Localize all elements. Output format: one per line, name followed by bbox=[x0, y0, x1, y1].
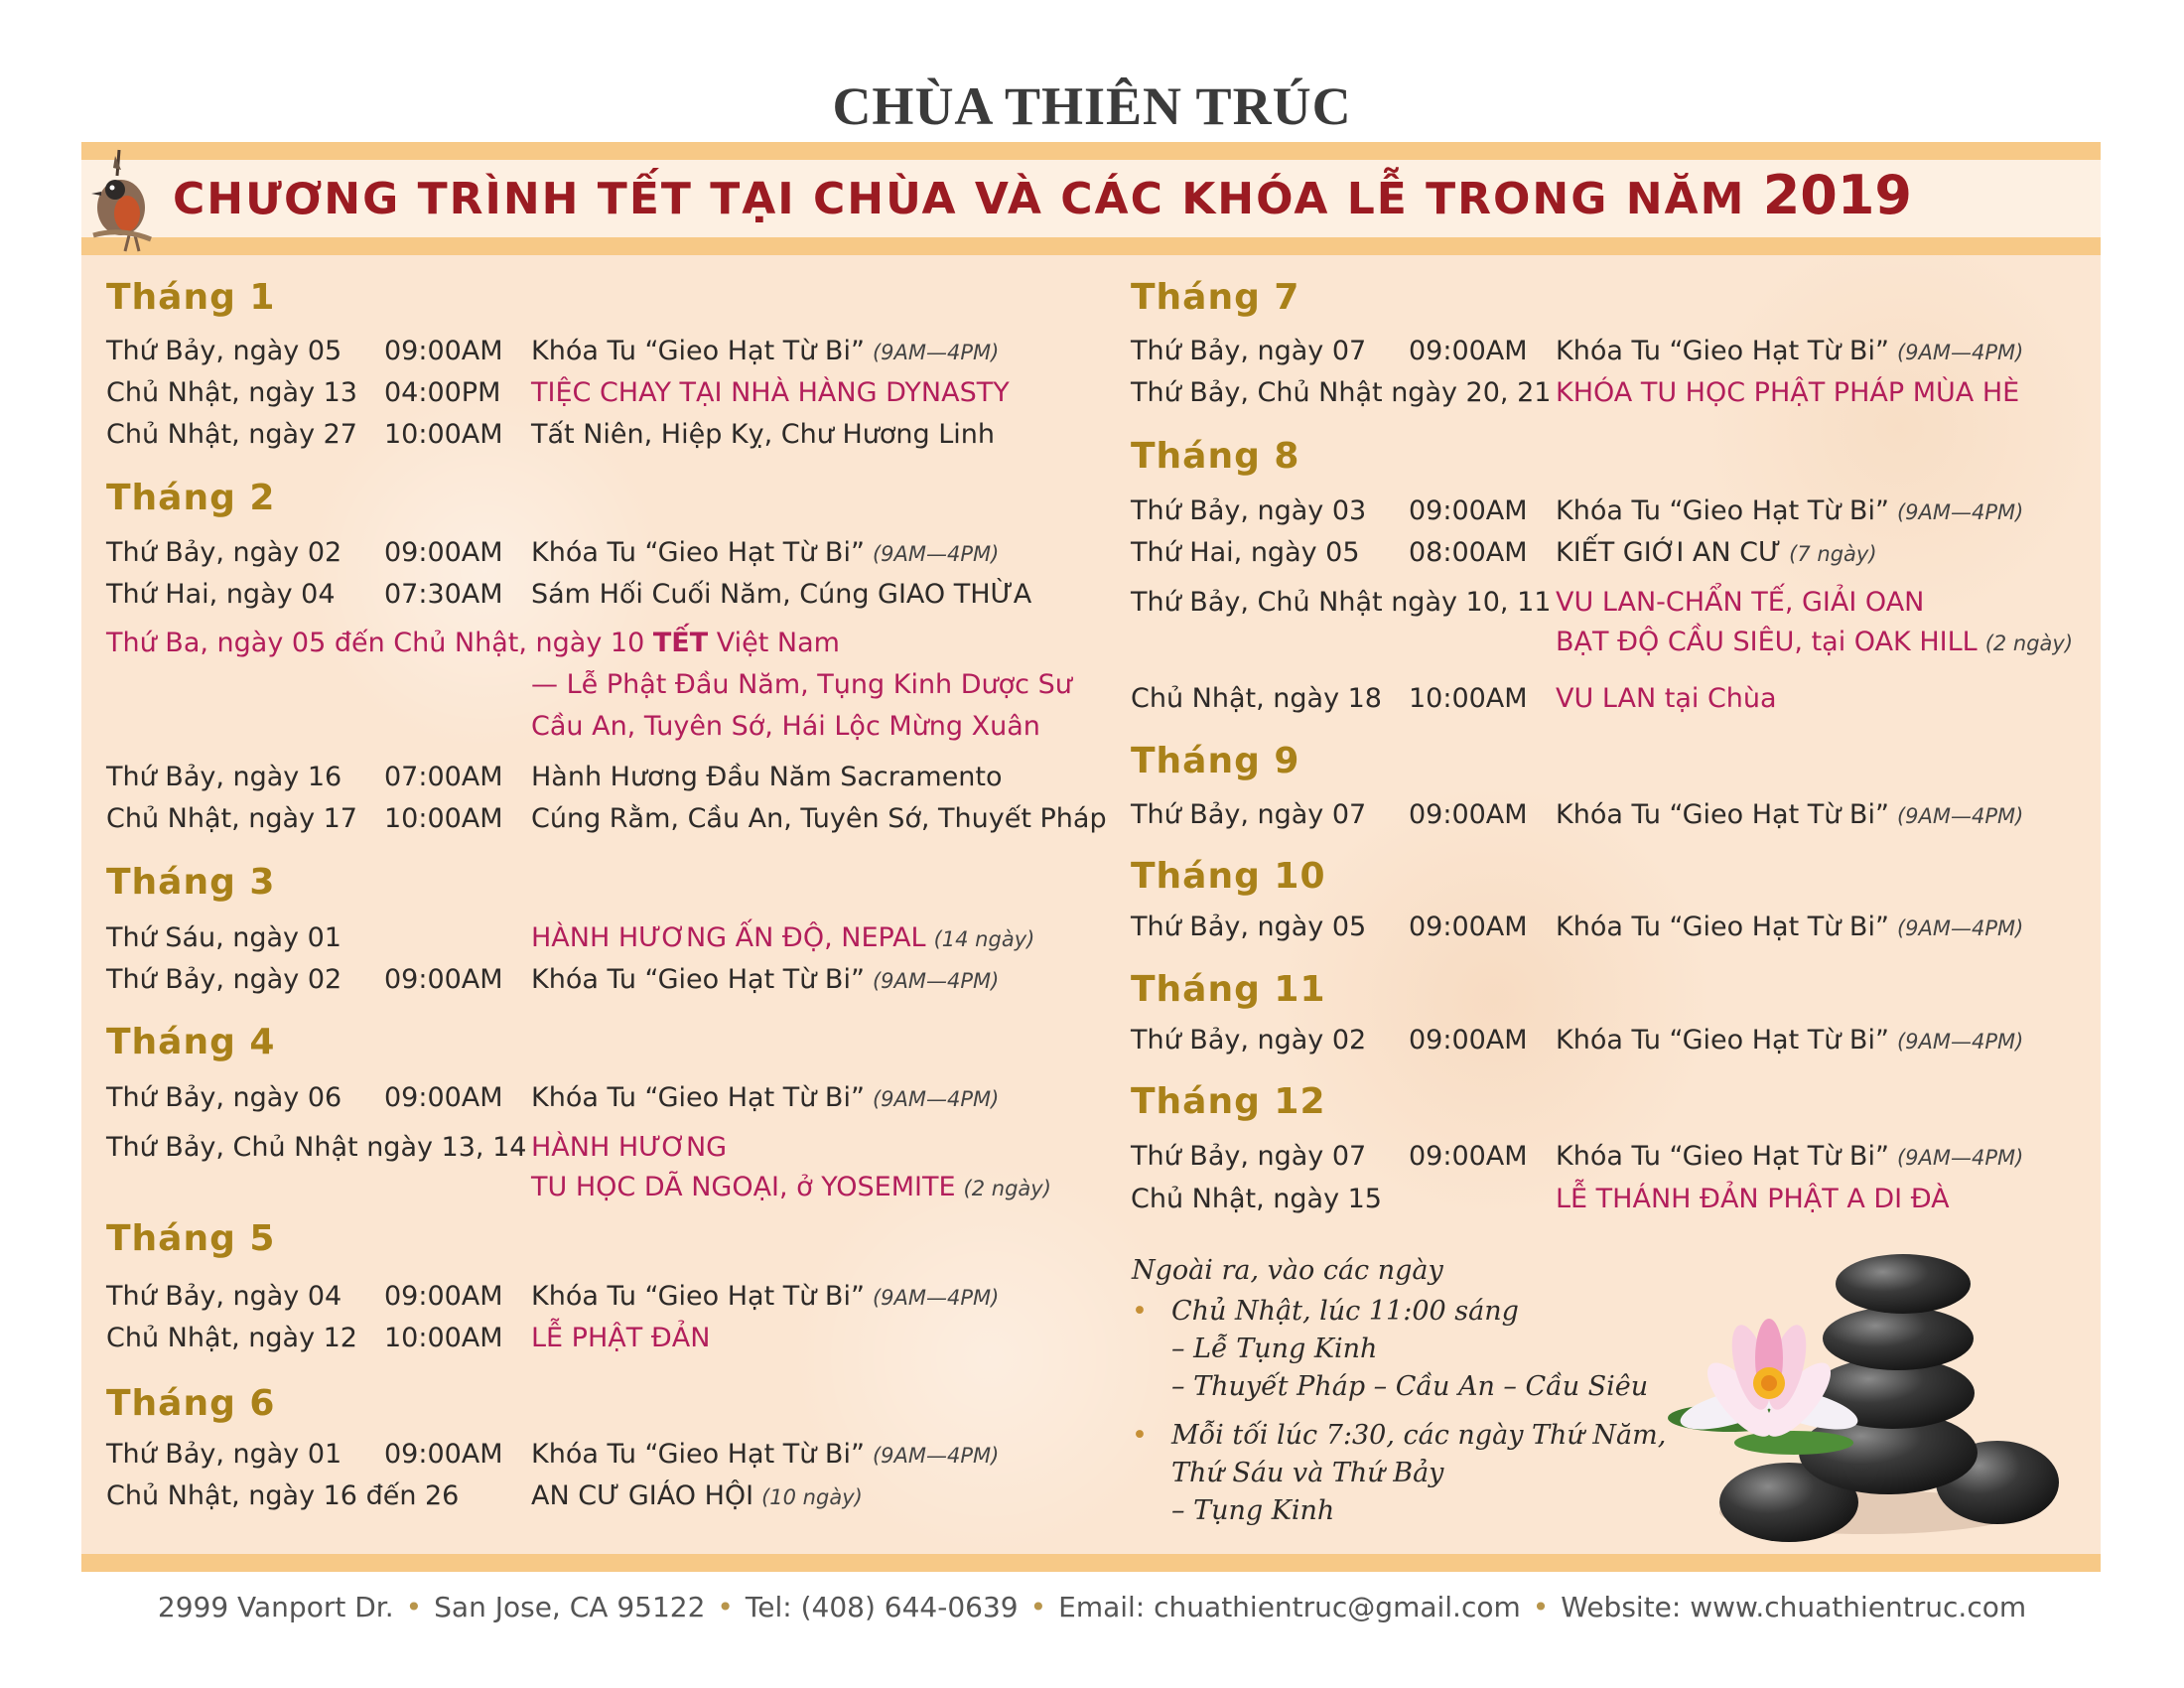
month-heading: Tháng 4 bbox=[106, 1022, 276, 1062]
event-title bbox=[1556, 1141, 2023, 1172]
event-note: (9AM—4PM) bbox=[1896, 916, 2024, 940]
event-day: Thứ Bảy, ngày 03 bbox=[1131, 495, 1367, 526]
event-note: (9AM—4PM) bbox=[872, 341, 1000, 364]
tet-dates bbox=[106, 628, 840, 658]
event-day: Thứ Bảy, ngày 05 bbox=[1131, 912, 1367, 942]
event-time: 09:00AM bbox=[384, 1439, 503, 1470]
event-title-text: Khóa Tu “Gieo Hạt Từ Bi” bbox=[531, 537, 865, 568]
event-title bbox=[531, 1480, 863, 1511]
event-title-text: Khóa Tu “Gieo Hạt Từ Bi” bbox=[531, 336, 865, 366]
event-day: Thứ Bảy, ngày 05 bbox=[106, 336, 342, 366]
event-day: Chủ Nhật, ngày 13 bbox=[106, 377, 357, 408]
event-title: Sám Hối Cuối Năm, Cúng GIAO THỪA bbox=[531, 579, 1032, 610]
event-note: (9AM—4PM) bbox=[872, 542, 1000, 566]
event-title bbox=[531, 922, 1034, 953]
event-title-text: Khóa Tu “Gieo Hạt Từ Bi” bbox=[531, 1281, 865, 1312]
event-note: (14 ngày) bbox=[933, 927, 1035, 951]
event-title-text: Khóa Tu “Gieo Hạt Từ Bi” bbox=[1556, 495, 1889, 526]
event-time: 09:00AM bbox=[1409, 1025, 1528, 1055]
bullet-icon: • bbox=[1132, 1420, 1148, 1451]
month-heading: Tháng 2 bbox=[106, 478, 276, 518]
event-title bbox=[1556, 336, 2023, 366]
tet-prefix: Thứ Ba, ngày 05 đến Chủ Nhật, ngày 10 bbox=[106, 628, 645, 658]
event-title: Hành Hương Đầu Năm Sacramento bbox=[531, 762, 1003, 792]
evening-line: Mỗi tối lúc 7:30, các ngày Thứ Năm, bbox=[1171, 1420, 1667, 1451]
event-time: 10:00AM bbox=[384, 803, 503, 834]
event-time: 10:00AM bbox=[1409, 683, 1528, 714]
event-note: (9AM—4PM) bbox=[1896, 500, 2024, 524]
event-day: Chủ Nhật, ngày 18 bbox=[1131, 683, 1382, 714]
event-day: Thứ Bảy, ngày 02 bbox=[1131, 1025, 1367, 1055]
headline-text: CHƯƠNG TRÌNH TẾT TẠI CHÙA VÀ CÁC KHÓA LỄ TRONG NĂM bbox=[173, 174, 1746, 224]
separator-dot-icon: • bbox=[1029, 1591, 1047, 1623]
event-time: 08:00AM bbox=[1409, 537, 1528, 568]
mid-bar bbox=[81, 237, 2101, 255]
event-title-text: TU HỌC DÃ NGOẠI, ở YOSEMITE bbox=[531, 1172, 956, 1202]
event-time: 09:00AM bbox=[1409, 1141, 1528, 1172]
event-title bbox=[531, 1082, 999, 1113]
event-title: VU LAN tại Chùa bbox=[1556, 683, 1777, 714]
month-heading: Tháng 10 bbox=[1131, 856, 1326, 897]
sunday-item: – Lễ Tụng Kinh bbox=[1171, 1334, 1378, 1364]
event-title-text: AN CƯ GIÁO HỘI bbox=[531, 1480, 754, 1511]
event-day: Thứ Bảy, Chủ Nhật ngày 10, 11 bbox=[1131, 587, 1552, 618]
event-title: Tất Niên, Hiệp Kỵ, Chư Hương Linh bbox=[531, 419, 995, 450]
event-title-text: Khóa Tu “Gieo Hạt Từ Bi” bbox=[1556, 336, 1889, 366]
sunday-item: – Thuyết Pháp – Cầu An – Cầu Siêu bbox=[1171, 1371, 1649, 1402]
event-title-text: HÀNH HƯƠNG ẤN ĐỘ, NEPAL bbox=[531, 922, 926, 953]
event-note: (2 ngày) bbox=[1984, 632, 2074, 655]
lotus-stones-illustration bbox=[1660, 1214, 2077, 1562]
event-day: Thứ Sáu, ngày 01 bbox=[106, 922, 341, 953]
event-title-text: Khóa Tu “Gieo Hạt Từ Bi” bbox=[531, 1439, 865, 1470]
footer-address: 2999 Vanport Dr. bbox=[157, 1591, 394, 1623]
event-day: Thứ Bảy, ngày 04 bbox=[106, 1281, 342, 1312]
event-title-text: Khóa Tu “Gieo Hạt Từ Bi” bbox=[1556, 912, 1889, 942]
event-note: (2 ngày) bbox=[963, 1177, 1051, 1200]
month-heading: Tháng 5 bbox=[106, 1218, 276, 1259]
event-day: Thứ Bảy, ngày 16 bbox=[106, 762, 342, 792]
event-note: (7 ngày) bbox=[1789, 542, 1877, 566]
event-day: Thứ Bảy, ngày 02 bbox=[106, 964, 342, 995]
event-day: Thứ Bảy, ngày 01 bbox=[106, 1439, 342, 1470]
footer-phone: Tel: (408) 644-0639 bbox=[745, 1591, 1019, 1623]
event-title: TIỆC CHAY TẠI NHÀ HÀNG DYNASTY bbox=[531, 377, 1010, 408]
event-time: 09:00AM bbox=[1409, 912, 1528, 942]
event-time: 09:00AM bbox=[384, 1281, 503, 1312]
event-time: 04:00PM bbox=[384, 377, 501, 408]
month-heading: Tháng 11 bbox=[1131, 969, 1326, 1010]
event-day: Thứ Bảy, ngày 07 bbox=[1131, 336, 1367, 366]
event-title: VU LAN-CHẨN TẾ, GIẢI OAN bbox=[1556, 587, 1925, 618]
month-heading: Tháng 1 bbox=[106, 277, 276, 318]
separator-dot-icon: • bbox=[1532, 1591, 1550, 1623]
contact-footer bbox=[0, 1591, 2184, 1623]
schedule-panel bbox=[81, 142, 2101, 1572]
event-note: (9AM—4PM) bbox=[872, 1444, 1000, 1468]
event-time: 09:00AM bbox=[1409, 799, 1528, 830]
evening-days: Thứ Sáu và Thứ Bảy bbox=[1171, 1458, 1444, 1488]
event-title bbox=[1556, 537, 1877, 568]
event-title bbox=[1556, 799, 2023, 830]
sunday-line: Chủ Nhật, lúc 11:00 sáng bbox=[1171, 1296, 1519, 1327]
separator-dot-icon: • bbox=[717, 1591, 734, 1623]
event-day: Chủ Nhật, ngày 17 bbox=[106, 803, 357, 834]
tet-suffix: Việt Nam bbox=[716, 628, 840, 658]
event-note: (9AM—4PM) bbox=[872, 1286, 1000, 1310]
bullet-icon: • bbox=[1132, 1296, 1148, 1327]
event-day: Thứ Bảy, ngày 07 bbox=[1131, 799, 1367, 830]
event-title-text: KIẾT GIỚI AN CƯ bbox=[1556, 537, 1782, 568]
event-day: Chủ Nhật, ngày 12 bbox=[106, 1323, 357, 1353]
event-note: (9AM—4PM) bbox=[1896, 1030, 2024, 1054]
event-title bbox=[531, 1281, 999, 1312]
event-note: (9AM—4PM) bbox=[872, 969, 1000, 993]
event-time: 09:00AM bbox=[1409, 495, 1528, 526]
event-note: (9AM—4PM) bbox=[1896, 804, 2024, 828]
event-time: 09:00AM bbox=[384, 1082, 503, 1113]
event-day: Thứ Bảy, Chủ Nhật ngày 20, 21 bbox=[1131, 377, 1552, 408]
event-time: 09:00AM bbox=[384, 537, 503, 568]
event-title bbox=[1556, 495, 2023, 526]
event-title bbox=[531, 964, 999, 995]
event-day: Thứ Bảy, ngày 02 bbox=[106, 537, 342, 568]
month-heading: Tháng 9 bbox=[1131, 741, 1300, 781]
event-title bbox=[531, 1172, 1051, 1202]
event-title: Cúng Rằm, Cầu An, Tuyên Sớ, Thuyết Pháp bbox=[531, 803, 1107, 834]
event-time: 10:00AM bbox=[384, 1323, 503, 1353]
event-title bbox=[1556, 912, 2023, 942]
footer-city: San Jose, CA 95122 bbox=[434, 1591, 706, 1623]
event-title-text: Khóa Tu “Gieo Hạt Từ Bi” bbox=[1556, 1025, 1889, 1055]
event-title-text: Khóa Tu “Gieo Hạt Từ Bi” bbox=[1556, 1141, 1889, 1172]
month-heading: Tháng 8 bbox=[1131, 436, 1300, 477]
event-title bbox=[531, 1439, 999, 1470]
event-note: (9AM—4PM) bbox=[1896, 341, 2024, 364]
tet-bold: TẾT bbox=[652, 628, 709, 658]
event-title-text: BẠT ĐỘ CẦU SIÊU, tại OAK HILL bbox=[1556, 627, 1978, 657]
event-title: LỄ THÁNH ĐẢN PHẬT A DI ĐÀ bbox=[1556, 1184, 1950, 1214]
event-time: 07:30AM bbox=[384, 579, 503, 610]
weekly-intro: Ngoài ra, vào các ngày bbox=[1132, 1255, 1443, 1286]
month-heading: Tháng 12 bbox=[1131, 1081, 1326, 1122]
event-time: 09:00AM bbox=[384, 336, 503, 366]
event-note: (9AM—4PM) bbox=[872, 1087, 1000, 1111]
event-title: LỄ PHẬT ĐẢN bbox=[531, 1323, 711, 1353]
event-title-text: Khóa Tu “Gieo Hạt Từ Bi” bbox=[531, 1082, 865, 1113]
event-day: Chủ Nhật, ngày 27 bbox=[106, 419, 357, 450]
bird-icon bbox=[81, 148, 161, 257]
event-day: Thứ Bảy, ngày 06 bbox=[106, 1082, 342, 1113]
month-heading: Tháng 3 bbox=[106, 862, 276, 903]
event-time: 07:00AM bbox=[384, 762, 503, 792]
event-time: 09:00AM bbox=[384, 964, 503, 995]
program-headline bbox=[173, 164, 2089, 226]
event-time: 10:00AM bbox=[384, 419, 503, 450]
tet-line2: — Lễ Phật Đầu Năm, Tụng Kinh Dược Sư bbox=[531, 669, 1072, 700]
event-day: Chủ Nhật, ngày 16 đến 26 bbox=[106, 1480, 460, 1511]
event-title bbox=[531, 336, 999, 366]
event-note: (9AM—4PM) bbox=[1896, 1146, 2024, 1170]
event-time: 09:00AM bbox=[1409, 336, 1528, 366]
footer-email: Email: chuathientruc@gmail.com bbox=[1058, 1591, 1521, 1623]
event-title: KHÓA TU HỌC PHẬT PHÁP MÙA HÈ bbox=[1556, 377, 2020, 408]
event-day: Thứ Bảy, Chủ Nhật ngày 13, 14 bbox=[106, 1132, 527, 1163]
event-title-text: Khóa Tu “Gieo Hạt Từ Bi” bbox=[531, 964, 865, 995]
event-note: (10 ngày) bbox=[761, 1485, 863, 1509]
event-title: HÀNH HƯƠNG bbox=[531, 1132, 728, 1163]
event-day: Thứ Hai, ngày 05 bbox=[1131, 537, 1360, 568]
event-day: Thứ Hai, ngày 04 bbox=[106, 579, 336, 610]
event-title bbox=[531, 537, 999, 568]
evening-item: – Tụng Kinh bbox=[1171, 1495, 1335, 1526]
month-heading: Tháng 6 bbox=[106, 1383, 276, 1424]
separator-dot-icon: • bbox=[405, 1591, 423, 1623]
event-title bbox=[1556, 1025, 2023, 1055]
headline-year: 2019 bbox=[1762, 164, 1912, 226]
temple-name: CHÙA THIÊN TRÚC bbox=[832, 76, 1352, 136]
event-day: Thứ Bảy, ngày 07 bbox=[1131, 1141, 1367, 1172]
top-bar bbox=[81, 142, 2101, 160]
event-title-text: Khóa Tu “Gieo Hạt Từ Bi” bbox=[1556, 799, 1889, 830]
month-heading: Tháng 7 bbox=[1131, 277, 1300, 318]
event-title bbox=[1556, 627, 2073, 657]
footer-website: Website: www.chuathientruc.com bbox=[1561, 1591, 2027, 1623]
event-day: Chủ Nhật, ngày 15 bbox=[1131, 1184, 1382, 1214]
tet-line3: Cầu An, Tuyên Sớ, Hái Lộc Mừng Xuân bbox=[531, 711, 1040, 742]
